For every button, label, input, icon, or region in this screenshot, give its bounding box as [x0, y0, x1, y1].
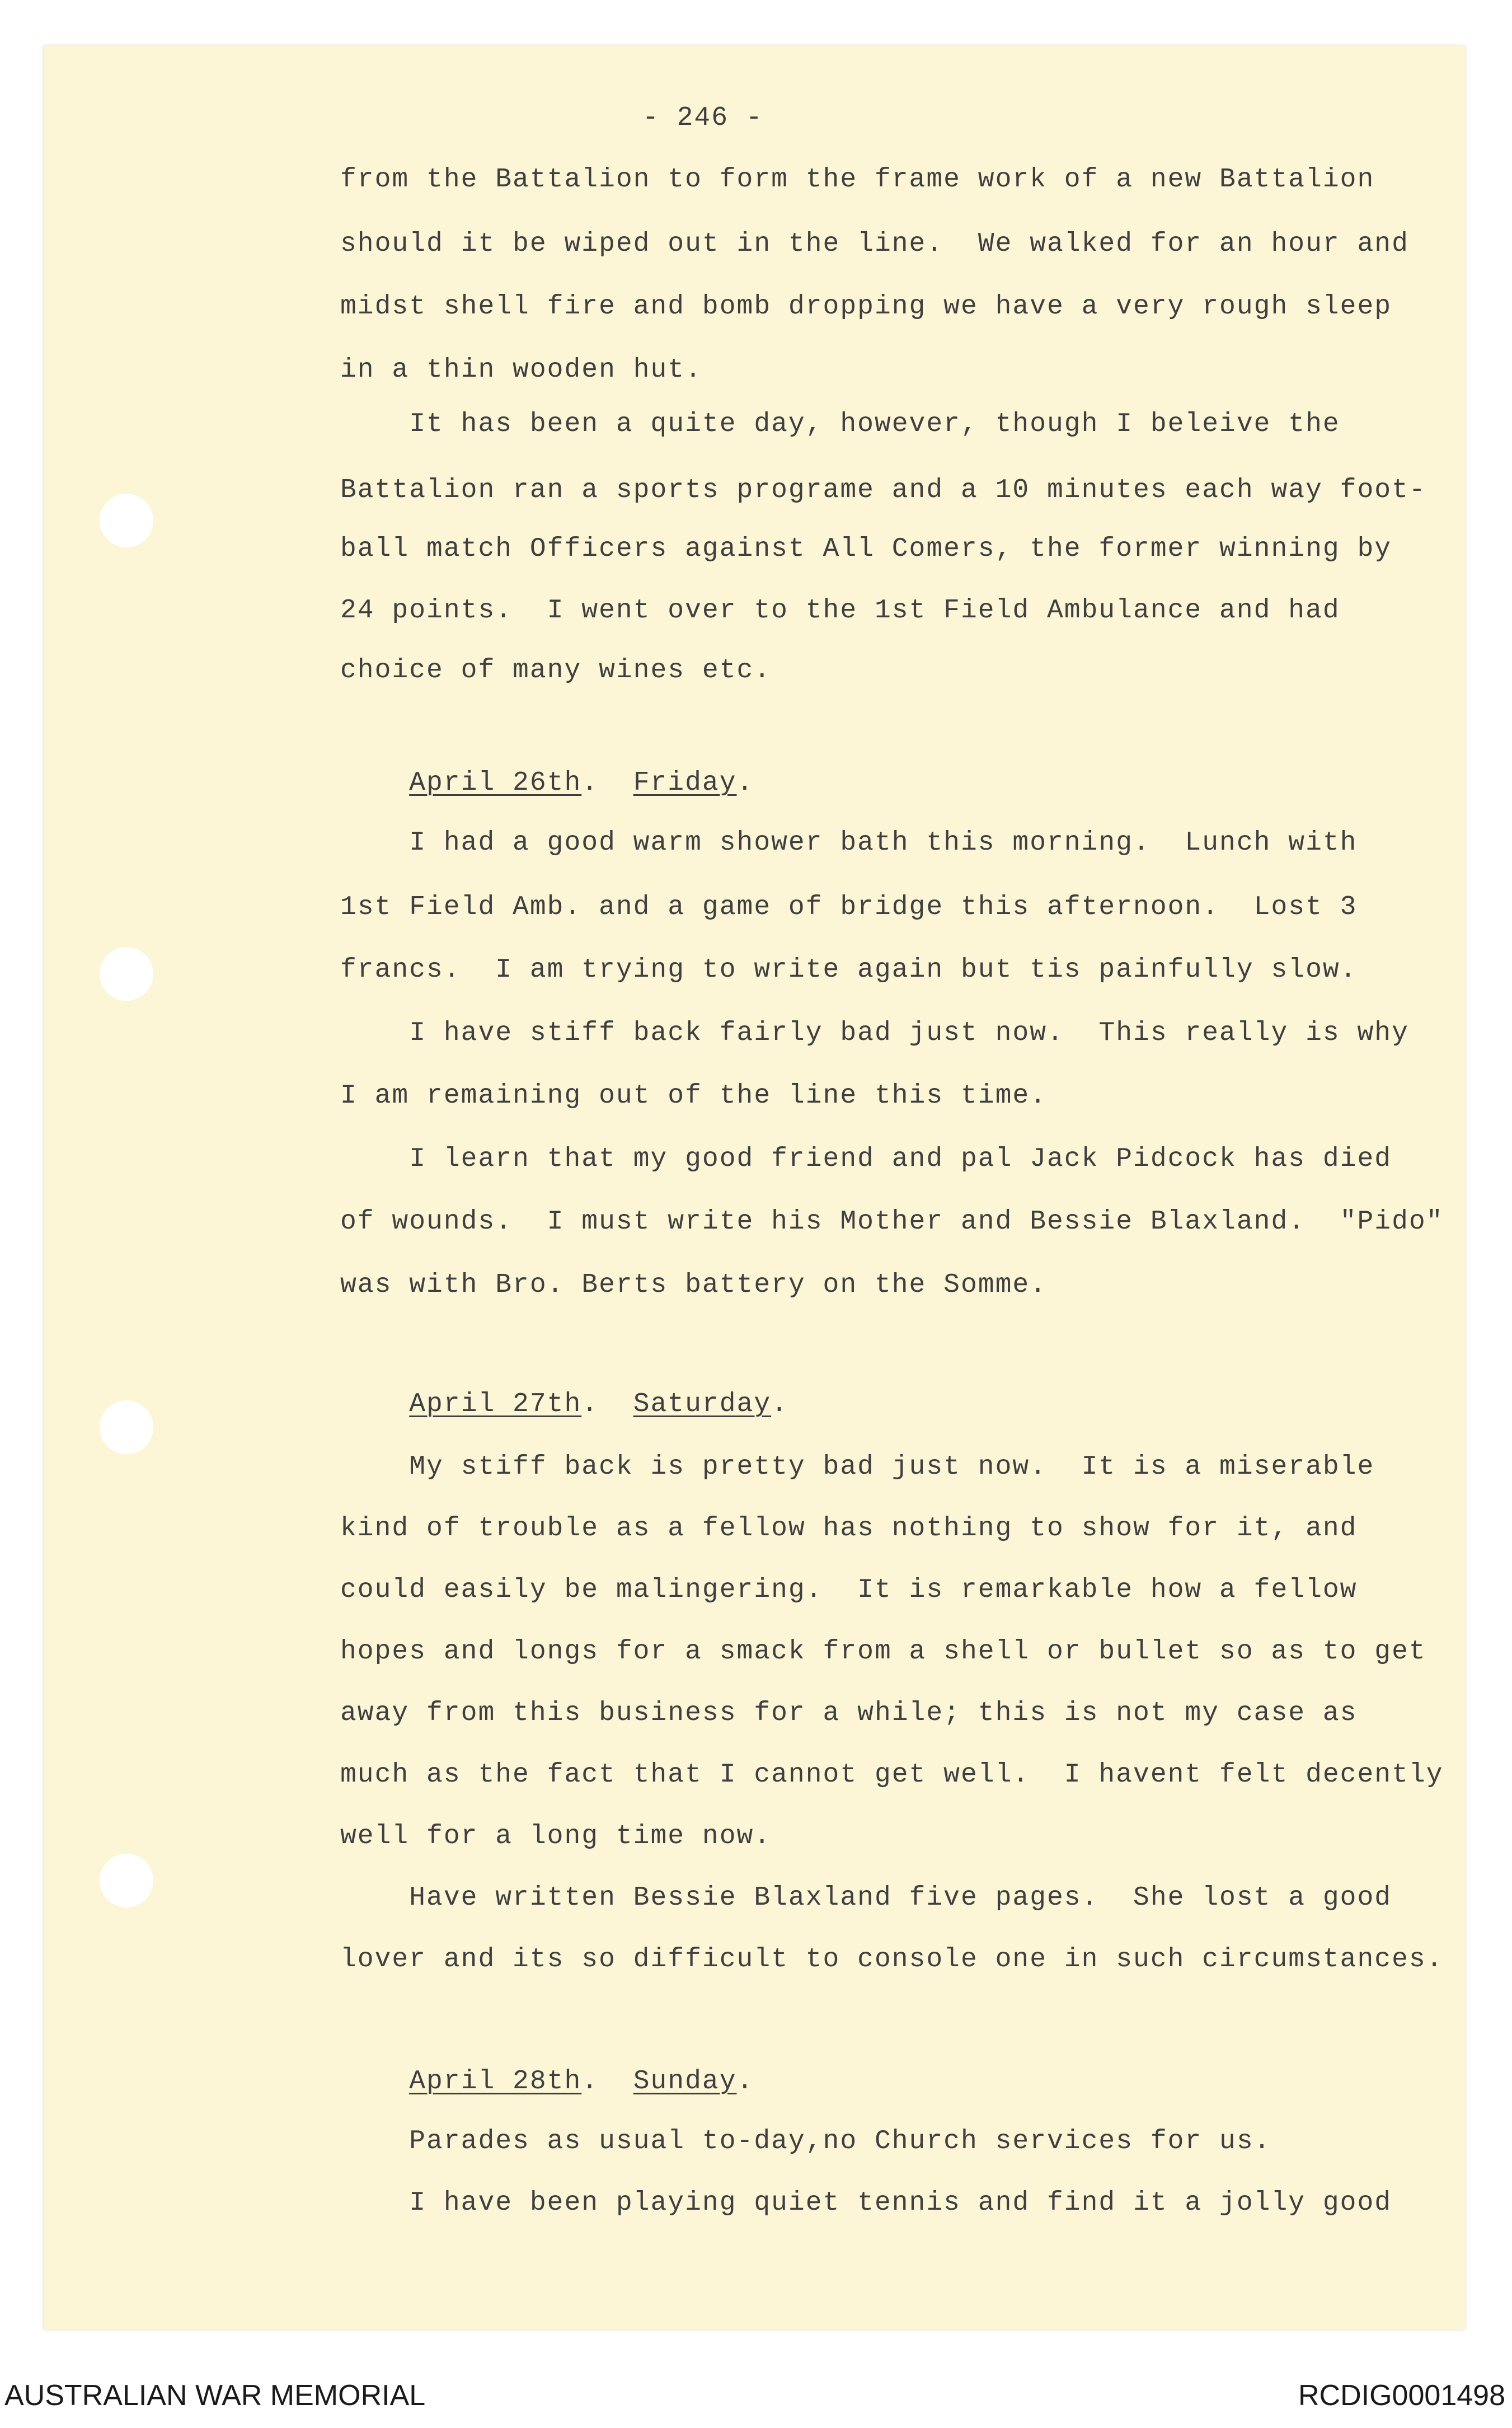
- document-page: [44, 46, 1465, 2329]
- entry-day: Saturday: [633, 1389, 772, 1419]
- text-line: in a thin wooden hut.: [340, 355, 702, 385]
- entry-date: April 27th: [409, 1389, 582, 1419]
- text-line: I learn that my good friend and pal Jack Pidcock has died: [340, 1144, 1392, 1174]
- text-line: Parades as usual to-day,no Church services for us.: [340, 2126, 1271, 2157]
- text-line: away from this business for a while; this is not my case as: [340, 1698, 1358, 1728]
- text-line: midst shell fire and bomb dropping we have a very rough sleep: [340, 292, 1392, 322]
- text-line: 24 points. I went over to the 1st Field Ambulance and had: [340, 596, 1340, 626]
- text-line: much as the fact that I cannot get well. I havent felt decently: [340, 1760, 1444, 1790]
- text-line: kind of trouble as a fellow has nothing to show for it, and: [340, 1513, 1358, 1544]
- text-line: should it be wiped out in the line. We walked for an hour and: [340, 229, 1409, 259]
- entry-date: April 26th: [409, 768, 582, 798]
- page-number: - 246 -: [642, 103, 763, 133]
- text-line: lover and its so difficult to console one in such circumstances.: [340, 1944, 1444, 1975]
- text-line: Have written Bessie Blaxland five pages. She lost a good: [340, 1883, 1392, 1913]
- text-line: well for a long time now.: [340, 1821, 772, 1852]
- text-line: francs. I am trying to write again but tis painfully slow.: [340, 955, 1358, 985]
- entry-date: April 28th: [409, 2066, 582, 2097]
- text-line: It has been a quite day, however, though I beleive the: [340, 409, 1340, 439]
- text-line: could easily be malingering. It is remarkable how a fellow: [340, 1575, 1358, 1605]
- text-line: 1st Field Amb. and a game of bridge this afternoon. Lost 3: [340, 892, 1358, 922]
- footer-institution: AUSTRALIAN WAR MEMORIAL: [4, 2379, 426, 2412]
- entry-day: Sunday: [633, 2066, 737, 2097]
- punch-hole: [100, 947, 153, 1001]
- text-line: was with Bro. Berts battery on the Somme.: [340, 1270, 1047, 1300]
- text-line: I had a good warm shower bath this morning. Lunch with: [340, 828, 1358, 858]
- text-line: I am remaining out of the line this time.: [340, 1081, 1047, 1111]
- entry-heading: April 26th. Friday.: [409, 768, 754, 798]
- text-line: choice of many wines etc.: [340, 655, 772, 686]
- entry-heading: April 27th. Saturday.: [409, 1389, 788, 1419]
- text-line: ball match Officers against All Comers, the former winning by: [340, 534, 1392, 564]
- punch-hole: [100, 1400, 153, 1454]
- punch-hole: [100, 1854, 153, 1907]
- text-line: hopes and longs for a smack from a shell or bullet so as to get: [340, 1637, 1426, 1667]
- text-line: from the Battalion to form the frame work of a new Battalion: [340, 165, 1375, 195]
- text-line: of wounds. I must write his Mother and Bessie Blaxland. "Pido": [340, 1207, 1444, 1237]
- text-line: I have stiff back fairly bad just now. This really is why: [340, 1018, 1409, 1048]
- text-line: My stiff back is pretty bad just now. It is a miserable: [340, 1452, 1375, 1482]
- entry-day: Friday: [633, 768, 737, 798]
- entry-heading: April 28th. Sunday.: [409, 2066, 754, 2097]
- punch-hole: [100, 494, 153, 547]
- text-line: I have been playing quiet tennis and find it a jolly good: [340, 2188, 1392, 2218]
- text-line: Battalion ran a sports programe and a 10 minutes each way foot-: [340, 475, 1426, 505]
- footer-catalogue-id: RCDIG0001498: [1298, 2379, 1505, 2412]
